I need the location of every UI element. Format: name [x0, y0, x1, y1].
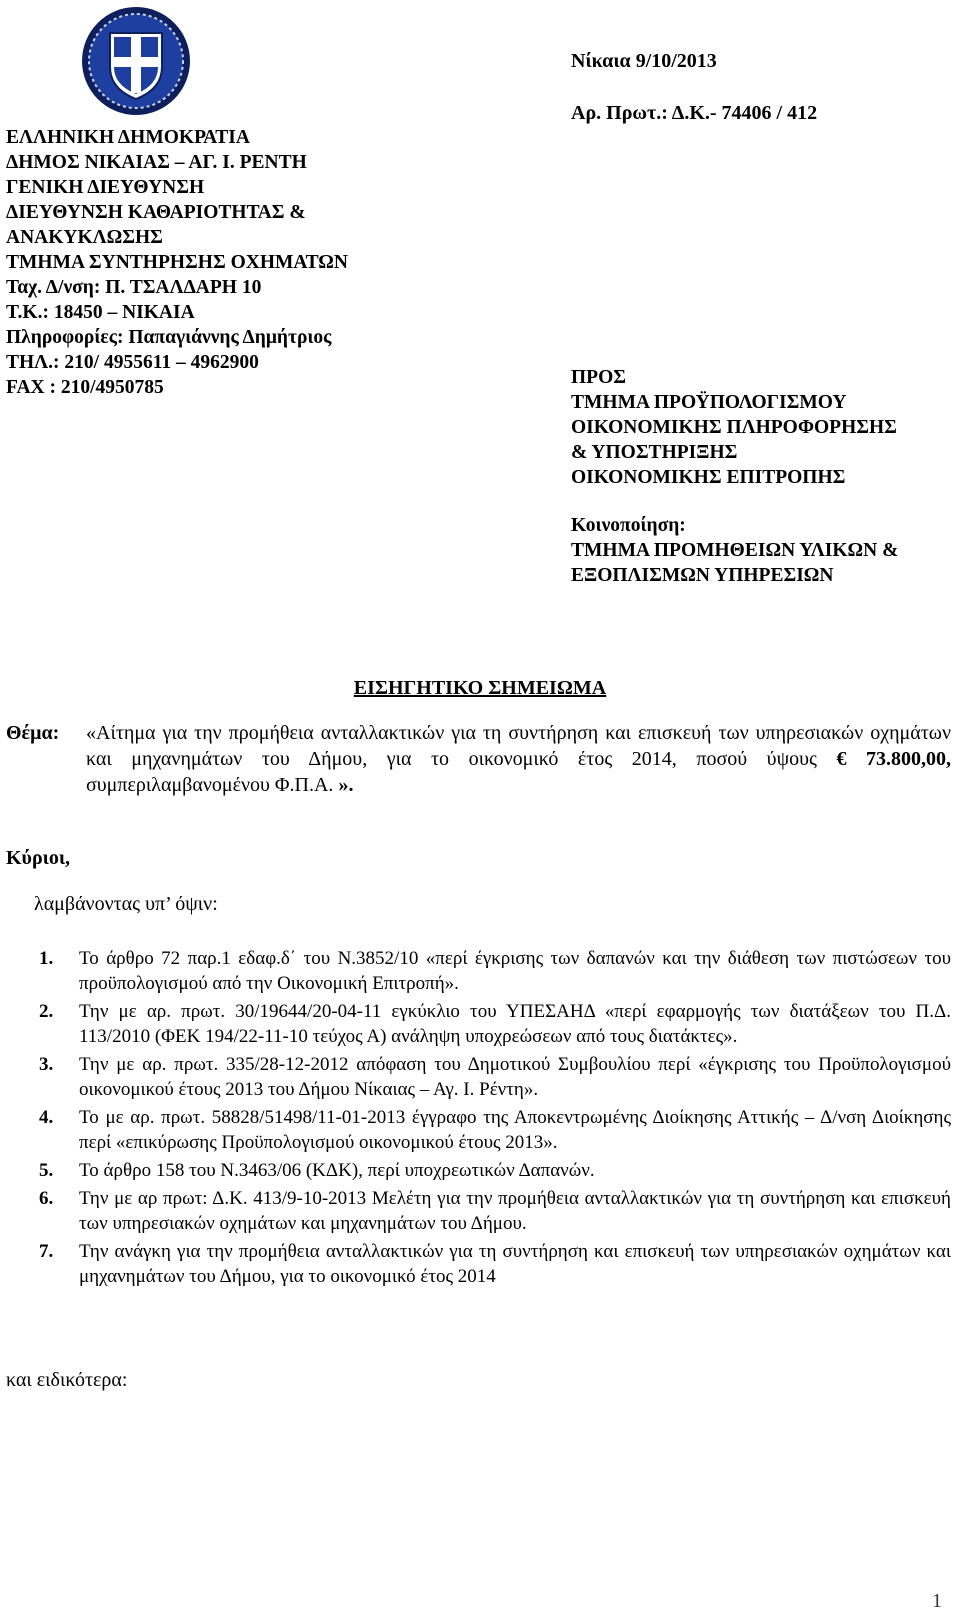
- cc-line: ΤΜΗΜΑ ΠΡΟΜΗΘΕΙΩΝ ΥΛΙΚΩΝ &: [571, 540, 899, 561]
- sender-line: ΤΜΗΜΑ ΣΥΝΤΗΡΗΣΗΣ ΟΧΗΜΑΤΩΝ: [6, 252, 348, 273]
- sender-line: FAX : 210/4950785: [6, 377, 164, 398]
- recipient-line: ΠΡΟΣ: [571, 367, 626, 388]
- item-number: 5.: [39, 1160, 54, 1181]
- item-text: Την με αρ. πρωτ. 30/19644/20-04-11 εγκύκλιο του ΥΠΕΣΑΗΔ «περί εφαρμογής των διατάξεων του Π.Δ. 113/2010 (ΦΕΚ 194/22-11-10 τεύχος Α) ανάληψη υποχρεώσεων από τους διατάκτες».: [79, 1001, 951, 1047]
- emblem-graphic: [80, 5, 192, 117]
- protocol-number: Αρ. Πρωτ.: Δ.Κ.- 74406 / 412: [571, 102, 818, 124]
- list-item: [6, 1186, 951, 1236]
- subject-label: Θέμα:: [6, 722, 60, 744]
- considerations-list: [6, 946, 951, 1292]
- recipient-line: & ΥΠΟΣΤΗΡΙΞΗΣ: [571, 442, 738, 463]
- list-item: [6, 946, 951, 996]
- item-number: 6.: [39, 1188, 54, 1209]
- sender-line: ΤΗΛ.: 210/ 4955611 – 4962900: [6, 352, 259, 373]
- cc-line: ΕΞΟΠΛΙΣΜΩΝ ΥΠΗΡΕΣΙΩΝ: [571, 565, 834, 586]
- item-number: 3.: [39, 1054, 54, 1075]
- subject-block: [6, 720, 951, 798]
- sender-line: ΑΝΑΚΥΚΛΩΣΗΣ: [6, 227, 163, 248]
- sender-line: Τ.Κ.: 18450 – ΝΙΚΑΙΑ: [6, 302, 195, 323]
- salutation: Κύριοι,: [6, 847, 71, 869]
- subject-text-part: «Αίτημα για την προμήθεια ανταλλακτικών για τη συντήρηση και επισκευή των υπηρεσιακών οχημάτων και μηχανημάτων του Δήμου, για το οικονομικό έτος 2014, ποσού ύψους: [86, 722, 951, 770]
- item-number: 7.: [39, 1241, 54, 1262]
- recipient-line: ΟΙΚΟΝΟΜΙΚΗΣ ΠΛΗΡΟΦΟΡΗΣΗΣ: [571, 417, 897, 438]
- subject-amount: € 73.800,00,: [836, 748, 951, 770]
- recipient-line: ΤΜΗΜΑ ΠΡΟΫΠΟΛΟΓΙΣΜΟΥ: [571, 392, 847, 413]
- page-number: 1: [932, 1590, 942, 1612]
- item-text: Το άρθρο 72 παρ.1 εδαφ.δ΄ του Ν.3852/10 «περί έγκρισης των δαπανών και την διάθεση των πιστώσεων του προϋπολογισμού από την Οικονομική Επιτροπή».: [79, 948, 951, 994]
- sender-line: Ταχ. Δ/νση: Π. ΤΣΑΛΔΑΡΗ 10: [6, 277, 262, 298]
- greek-state-emblem: [80, 5, 192, 117]
- item-text: Την ανάγκη για την προμήθεια ανταλλακτικών για τη συντήρηση και επισκευή των υπηρεσιακών οχημάτων και μηχανημάτων του Δήμου, για το οικονομικό έτος 2014: [79, 1241, 951, 1287]
- item-number: 1.: [39, 948, 54, 969]
- list-item: [6, 1239, 951, 1289]
- sender-line: Πληροφορίες: Παπαγιάννης Δημήτριος: [6, 327, 332, 348]
- list-item: [6, 1158, 951, 1183]
- item-number: 4.: [39, 1107, 54, 1128]
- subject-text: [86, 720, 951, 798]
- considering-intro: λαμβάνοντας υπ’ όψιν:: [34, 893, 218, 915]
- subject-end: ».: [333, 774, 354, 796]
- item-number: 2.: [39, 1001, 54, 1022]
- cc-label: Κοινοποίηση:: [571, 515, 686, 536]
- item-text: Την με αρ. πρωτ. 335/28-12-2012 απόφαση του Δημοτικού Συμβουλίου περί «έγκρισης του Προϋπολογισμού οικονομικού έτους 2013 του Δήμου Νίκαιας – Αγ. Ι. Ρέντη».: [79, 1054, 951, 1100]
- recipient-line: ΟΙΚΟΝΟΜΙΚΗΣ ΕΠΙΤΡΟΠΗΣ: [571, 467, 846, 488]
- sender-line: ΕΛΛΗΝΙΚΗ ΔΗΜΟΚΡΑΤΙΑ: [6, 127, 250, 148]
- item-text: Την με αρ πρωτ: Δ.Κ. 413/9-10-2013 Μελέτη για την προμήθεια ανταλλακτικών για τη συντήρηση και επισκευή των υπηρεσιακών οχημάτων και μηχανημάτων του Δήμου.: [79, 1188, 951, 1234]
- subject-text-part: συμπεριλαμβανομένου Φ.Π.Α.: [86, 774, 334, 796]
- sender-block: [6, 125, 348, 400]
- document-date: Νίκαια 9/10/2013: [571, 50, 717, 72]
- item-text: Το άρθρο 158 του Ν.3463/06 (ΚΔΚ), περί υποχρεωτικών Δαπανών.: [79, 1160, 595, 1181]
- recipient-block: [571, 365, 897, 490]
- closing-text: και ειδικότερα:: [6, 1369, 128, 1391]
- sender-line: ΔΙΕΥΘΥΝΣΗ ΚΑΘΑΡΙΟΤΗΤΑΣ &: [6, 202, 306, 223]
- cc-block: [571, 513, 898, 588]
- list-item: [6, 1052, 951, 1102]
- list-item: [6, 999, 951, 1049]
- item-text: Το με αρ. πρωτ. 58828/51498/11-01-2013 έγγραφο της Αποκεντρωμένης Διοίκησης Αττικής – Δ/νση Διοίκησης περί «επικύρωσης Προϋπολογισμού οικονομικού έτους 2013».: [79, 1107, 951, 1153]
- document-title: ΕΙΣΗΓΗΤΙΚΟ ΣΗΜΕΙΩΜΑ: [353, 677, 607, 699]
- list-item: [6, 1105, 951, 1155]
- sender-line: ΔΗΜΟΣ ΝΙΚΑΙΑΣ – ΑΓ. Ι. ΡΕΝΤΗ: [6, 152, 307, 173]
- sender-line: ΓΕΝΙΚΗ ΔΙΕΥΘΥΝΣΗ: [6, 177, 205, 198]
